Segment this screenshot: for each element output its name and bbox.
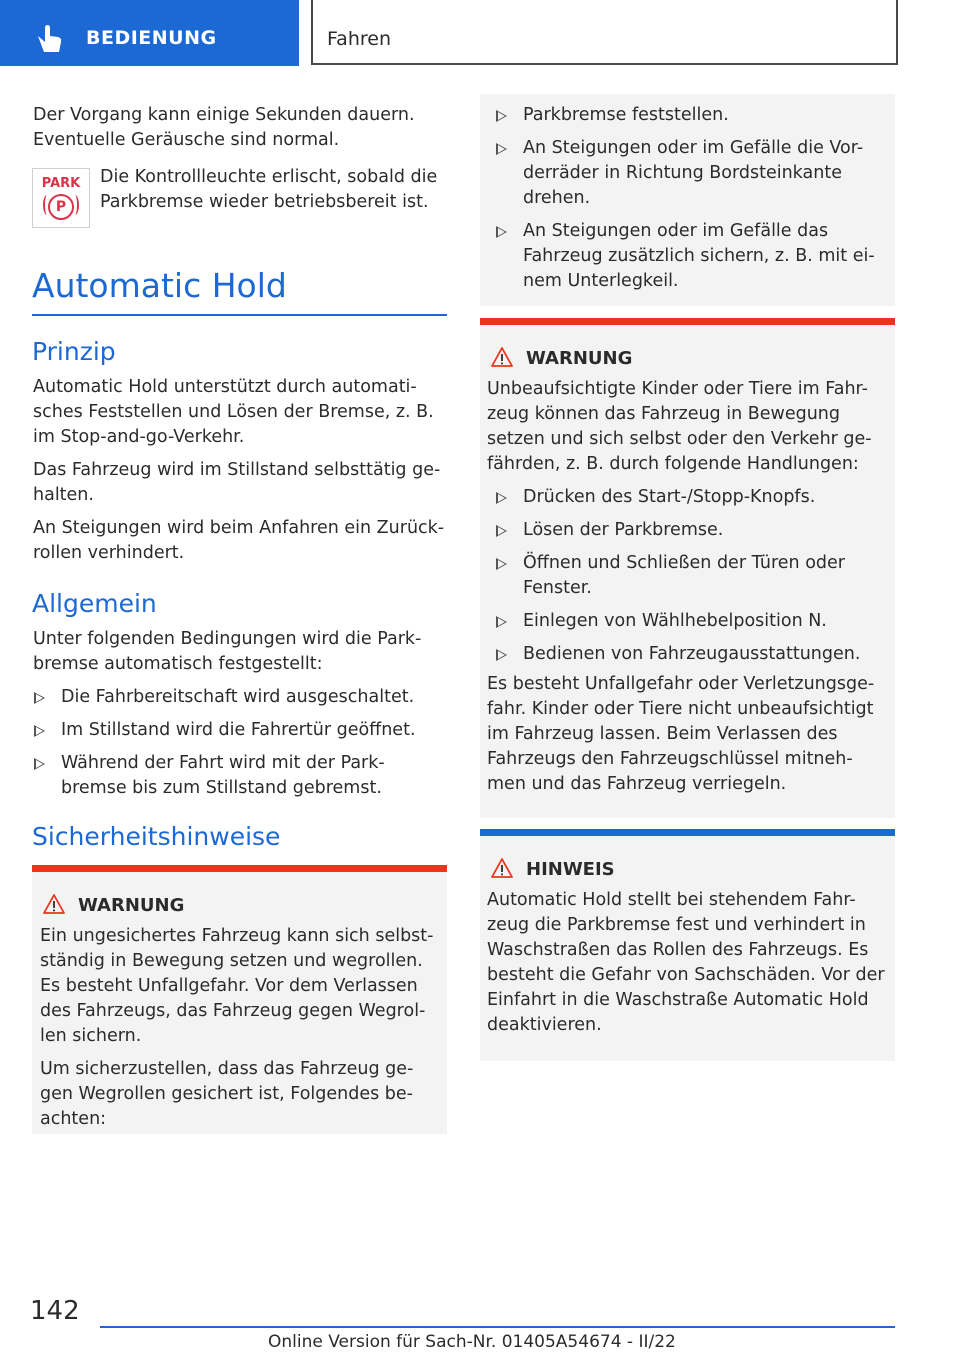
notice-line-5: Einfahrt in die Waschstraße Automatic Hold: [487, 990, 869, 1010]
bullet-triangle-icon: [496, 558, 507, 570]
notice-triangle-icon: [490, 857, 514, 879]
bullet-triangle-icon: [496, 525, 507, 537]
warning-bar: [480, 318, 895, 325]
section-tab[interactable]: [0, 0, 299, 66]
intro-line-1: Der Vorgang kann einige Sekunden dauern.: [33, 105, 415, 125]
lamp-line-1: Die Kontrollleuchte erlischt, sobald die: [100, 167, 438, 187]
notice-bar: [480, 829, 895, 836]
bullet-triangle-icon: [34, 725, 45, 737]
warning-line-5: len sichern.: [40, 1026, 142, 1046]
prinzip-line-3: im Stop-and-go-Verkehr.: [33, 427, 245, 447]
notice-line-1: Automatic Hold stellt bei stehendem Fahr-: [487, 890, 856, 910]
footer-online-version[interactable]: Online Version für Sach-Nr. 01405A54674 - II/22: [268, 1332, 676, 1352]
warning-triangle-icon: [42, 893, 66, 915]
allgemein-line-2: bremse automatisch festgestellt:: [33, 654, 323, 674]
notice-line-4: besteht die Gefahr von Sachschäden. Vor der: [487, 965, 885, 985]
warning-line-6: Um sicherzustellen, dass das Fahrzeug ge-: [40, 1059, 414, 1079]
warning-line-8: Fahrzeugs den Fahrzeugschlüssel mitneh-: [487, 749, 853, 769]
park-label: PARK: [41, 176, 81, 191]
notice-line-2: zeug die Parkbremse fest und verhindert in: [487, 915, 866, 935]
bullet-triangle-icon: [496, 492, 507, 504]
bullet-triangle-icon: [34, 692, 45, 704]
hand-pointer-icon: [32, 22, 66, 56]
warning-line-5: Es besteht Unfallgefahr oder Verletzungsge-: [487, 674, 875, 694]
warning-triangle-icon: [490, 346, 514, 368]
warning-box-continued: Parkbremse feststellen. An Steigungen oder im Gefälle die Vor- derräder in Richtung Bordsteinkante drehen. An Steigungen oder im Gefälle das Fahrzeug zusätzlich sichern, z. B. mit ei- nem Unterlegkeil.: [480, 94, 895, 306]
lamp-line-2: Parkbremse wieder betriebsbereit ist.: [100, 192, 429, 212]
warning-bar: [32, 865, 447, 872]
warning-line-7: gen Wegrollen gesichert ist, Folgendes be-: [40, 1084, 413, 1104]
section-tab-label: BEDIENUNG: [86, 27, 217, 49]
notice-title: HINWEIS: [526, 859, 615, 880]
bullet-triangle-icon: [496, 649, 507, 661]
halten-line-1: Das Fahrzeug wird im Stillstand selbsttätig ge-: [33, 460, 441, 480]
chapter-tab[interactable]: [311, 0, 898, 65]
prinzip-line-2: sches Feststellen und Lösen der Bremse, z. B.: [33, 402, 434, 422]
warning-line-2: zeug können das Fahrzeug in Bewegung: [487, 404, 840, 424]
notice-line-3: Waschstraßen das Rollen des Fahrzeugs. Es: [487, 940, 869, 960]
title-rule: [32, 314, 447, 316]
warning-box: [32, 872, 447, 1134]
bullet-triangle-icon: [496, 226, 507, 238]
warning-line-3: setzen und sich selbst oder den Verkehr ge-: [487, 429, 872, 449]
park-indicator-icon: [32, 168, 90, 228]
warning-line-2: ständig in Bewegung setzen und wegrollen.: [40, 951, 423, 971]
park-arc-right: [71, 195, 79, 215]
bullet-triangle-icon: [496, 110, 507, 122]
bullet-triangle-icon: [496, 616, 507, 628]
bullet-triangle-icon: [496, 143, 507, 155]
heading-allgemein: Allgemein: [32, 589, 157, 618]
heading-sicherheitshinweise: Sicherheitshinweise: [32, 822, 281, 851]
footer-rule: [100, 1326, 895, 1328]
intro-line-2: Eventuelle Geräusche sind normal.: [33, 130, 340, 150]
steig-line-2: rollen verhindert.: [33, 543, 185, 563]
bullet-triangle-icon: [34, 758, 45, 770]
notice-line-6: deaktivieren.: [487, 1015, 602, 1035]
chapter-tab-label: Fahren: [327, 28, 391, 50]
steig-line-1: An Steigungen wird beim Anfahren ein Zurück-: [33, 518, 445, 538]
warning-line-1: Unbeaufsichtigte Kinder oder Tiere im Fahr-: [487, 379, 868, 399]
park-letter: P: [48, 194, 74, 220]
warning-line-1: Ein ungesichertes Fahrzeug kann sich selbst-: [40, 926, 434, 946]
warning-title: WARNUNG: [526, 348, 633, 369]
warning-line-8: achten:: [40, 1109, 107, 1129]
page-title: Automatic Hold: [32, 266, 287, 305]
warning-line-4: des Fahrzeugs, das Fahrzeug gegen Wegrol-: [40, 1001, 426, 1021]
allgemein-line-1: Unter folgenden Bedingungen wird die Park-: [33, 629, 422, 649]
page-number: 142: [30, 1296, 80, 1326]
warning-title: WARNUNG: [78, 895, 185, 916]
notice-box: [480, 836, 895, 1061]
warning-line-6: fahr. Kinder oder Tiere nicht unbeaufsichtigt: [487, 699, 874, 719]
park-arc-left: [43, 195, 51, 215]
warning-box: WARNUNG Unbeaufsichtigte Kinder oder Tiere im Fahr- zeug können das Fahrzeug in Bewegung setzen und sich selbst oder den Verkehr ge- fährden, z. B. durch folgende Handlungen: Drücken des Start-/Stopp-Knopfs. Lösen der Parkbremse. Öffnen und Schließen der Türen oder Fenster. Einlegen von Wählhebelposition N. Bedienen von Fahrzeugausstattungen. Es besteht Unfallgefahr oder Verletzungsge- fahr. Kinder oder Tiere nicht unbeaufsichtigt im Fahrzeug lassen. Beim Verlassen des Fahrzeugs den Fahrzeugschlüssel mitneh- men und das Fahrzeug verriegeln.: [480, 325, 895, 818]
warning-line-4: fährden, z. B. durch folgende Handlungen:: [487, 454, 859, 474]
warning-line-9: men und das Fahrzeug verriegeln.: [487, 774, 787, 794]
warning-line-3: Es besteht Unfallgefahr. Vor dem Verlassen: [40, 976, 418, 996]
prinzip-line-1: Automatic Hold unterstützt durch automati-: [33, 377, 417, 397]
heading-prinzip: Prinzip: [32, 337, 116, 366]
halten-line-2: halten.: [33, 485, 94, 505]
warning-line-7: im Fahrzeug lassen. Beim Verlassen des: [487, 724, 838, 744]
